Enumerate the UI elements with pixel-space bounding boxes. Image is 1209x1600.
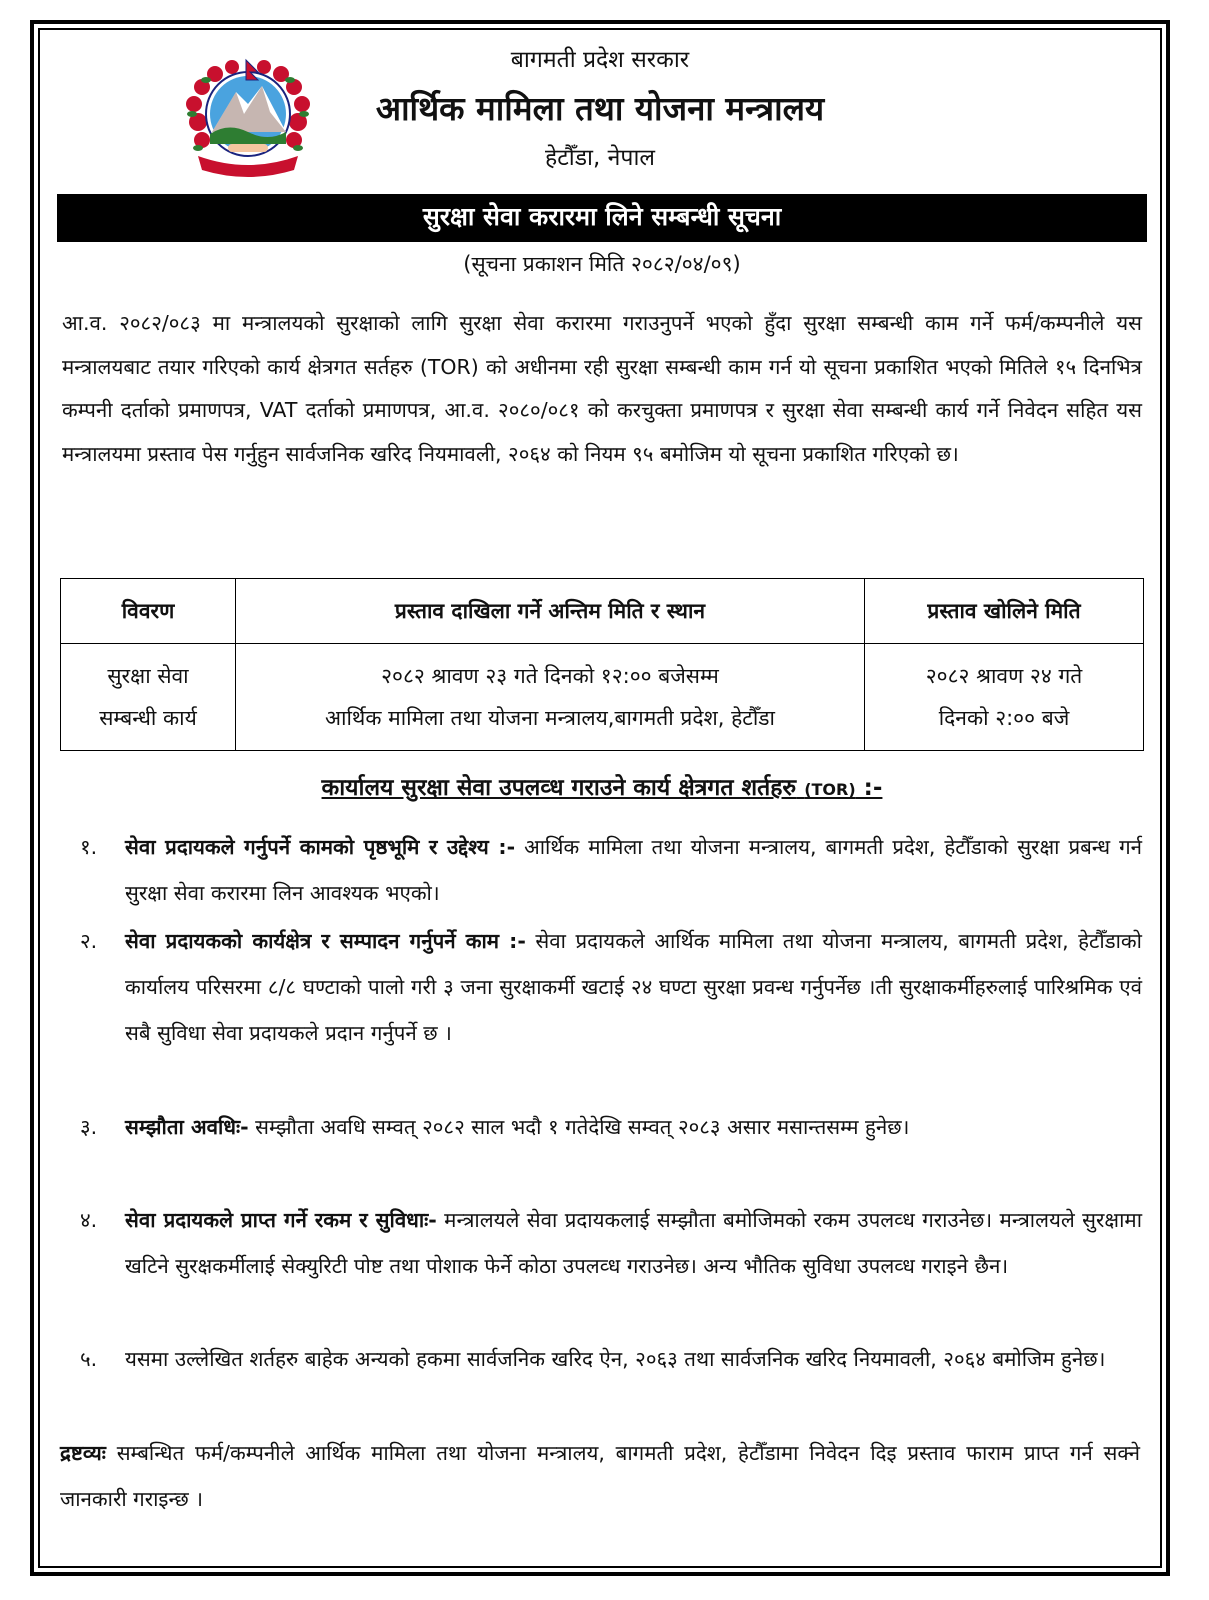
cell-deadline-line1: २०८२ श्रावण २३ गते दिनको १२:०० बजेसम्म — [381, 664, 719, 688]
cell-deadline-line2: आर्थिक मामिला तथा योजना मन्त्रालय,बागमती प्रदेश, हेटौँडा — [325, 706, 775, 730]
cell-description-line1: सुरक्षा सेवा — [107, 664, 189, 688]
cell-description-line2: सम्बन्धी कार्य — [99, 706, 197, 730]
tor-item-text: मन्त्रालयले सेवा प्रदायकलाई सम्झौता बमोजिमको रकम उपलव्ध गराउनेछ। मन्त्रालयले सुरक्षामा खटिने सुरक्षकर्मीलाई सेक्युरिटी पोष्ट तथा पोशाक फेर्ने कोठा उपलव्ध गराउनेछ। अन्य भौतिक सुविधा उपलव्ध गराइने छैन। — [125, 1208, 1142, 1278]
tor-item-number: ३. — [80, 1115, 98, 1139]
note-paragraph — [60, 1430, 1140, 1522]
tor-heading-abbr: (TOR) — [804, 780, 856, 799]
tor-item-number: ४. — [80, 1208, 98, 1232]
tor-item-2 — [80, 918, 1142, 1056]
note-text: सम्बन्धित फर्म/कम्पनीले आर्थिक मामिला तथा योजना मन्त्रालय, बागमती प्रदेश, हेटौँडामा निवेदन दिइ प्रस्ताव फाराम प्राप्त गर्न सक्ने जानकारी गराइन्छ । — [60, 1441, 1140, 1511]
tor-item-4 — [80, 1197, 1142, 1289]
tor-item-text: आर्थिक मामिला तथा योजना मन्त्रालय, बागमती प्रदेश, हेटौँडाको सुरक्षा प्रबन्ध गर्न सुरक्षा सेवा करारमा लिन आवश्यक भएको। — [125, 835, 1143, 905]
cell-opening-line2: दिनको २:०० बजे — [938, 706, 1070, 730]
nepal-government-emblem-icon — [178, 52, 318, 182]
tor-item-5 — [80, 1336, 1142, 1382]
tor-item-title: सेवा प्रदायकले प्राप्त गर्ने रकम र सुविधाः- — [125, 1208, 437, 1232]
col-opening-header: प्रस्ताव खोलिने मिति — [865, 579, 1144, 644]
note-label: द्रष्टव्यः — [60, 1441, 106, 1465]
table-row — [61, 644, 1144, 751]
tor-item-title: सेवा प्रदायकको कार्यक्षेत्र र सम्पादन गर्नुपर्ने काम :- — [125, 929, 526, 953]
tor-item-1 — [80, 824, 1142, 916]
cell-opening-line1: २०८२ श्रावण २४ गते — [925, 664, 1083, 688]
tor-item-number: १. — [80, 835, 98, 859]
col-description-header: विवरण — [61, 579, 236, 644]
ministry-name: आर्थिक मामिला तथा योजना मन्त्रालय — [375, 89, 825, 128]
cell-description — [61, 644, 236, 751]
publish-date: (सूचना प्रकाशन मिति २०८२/०४/०९) — [463, 252, 741, 276]
cell-deadline — [236, 644, 865, 751]
tor-item-text: यसमा उल्लेखित शर्तहरु बाहेक अन्यको हकमा सार्वजनिक खरिद ऐन, २०६३ तथा सार्वजनिक खरिद नियमावली, २०६४ बमोजिम हुनेछ। — [125, 1347, 1106, 1371]
intro-paragraph: आ.व. २०८२/०८३ मा मन्त्रालयको सुरक्षाको लागि सुरक्षा सेवा करारमा गराउनुपर्ने भएको हुँदा सुरक्षा सम्बन्धी काम गर्ने फर्म/कम्पनीले यस मन्त्रालयबाट तयार गरिएको कार्य क्षेत्रगत सर्तहरु (TOR) को अधीनमा रही सुरक्षा सम्बन्धी काम गर्न यो सूचना प्रकाशित भएको मितिले १५ दिनभित्र कम्पनी दर्ताको प्रमाणपत्र, VAT दर्ताको प्रमाणपत्र, आ.व. २०८०/०८१ को करचुक्ता प्रमाणपत्र र सुरक्षा सेवा सम्बन्धी कार्य गर्ने निवेदन सहित यस मन्त्रालयमा प्रस्ताव पेस गर्नुहुन सार्वजनिक खरिद नियमावली, २०६४ को नियम ९५ बमोजिम यो सूचना प्रकाशित गरिएको छ। — [62, 311, 1142, 466]
tor-heading-suffix: :- — [855, 775, 883, 801]
province-government-label: बागमती प्रदेश सरकार — [510, 47, 690, 73]
tor-heading-text: कार्यालय सुरक्षा सेवा उपलव्ध गराउने कार्य क्षेत्रगत शर्तहरु — [321, 775, 797, 801]
tor-item-text: सम्झौता अवधि सम्वत् २०८२ साल भदौ १ गतेदेखि सम्वत् २०८३ असार मसान्तसम्म हुनेछ। — [248, 1115, 910, 1139]
tor-item-number: २. — [80, 929, 98, 953]
cell-opening — [865, 644, 1144, 751]
tor-item-text: सेवा प्रदायकले आर्थिक मामिला तथा योजना मन्त्रालय, बागमती प्रदेश, हेटौँडाको कार्यालय परिसरमा ८/८ घण्टाको पालो गरी ३ जना सुरक्षाकर्मी खटाई २४ घण्टा सुरक्षा प्रवन्ध गर्नुपर्नेछ ।ती सुरक्षाकर्मीहरुलाई पारिश्रमिक एवं सबै सुविधा सेवा प्रदायकले प्रदान गर्नुपर्ने छ । — [125, 929, 1142, 1045]
tor-item-3 — [80, 1104, 1142, 1150]
col-deadline-header: प्रस्ताव दाखिला गर्ने अन्तिम मिति र स्थान — [236, 579, 865, 644]
table-header-row — [61, 579, 1144, 644]
office-location: हेटौँडा, नेपाल — [544, 145, 656, 171]
tor-item-title: सेवा प्रदायकले गर्नुपर्ने कामको पृष्ठभूमि र उद्देश्य :- — [125, 835, 516, 859]
tor-heading — [57, 770, 1147, 802]
notice-title: सुरक्षा सेवा करारमा लिने सम्बन्धी सूचना — [57, 194, 1147, 242]
schedule-table — [60, 578, 1144, 751]
tor-item-title: सम्झौता अवधिः- — [125, 1115, 249, 1139]
tor-item-number: ५. — [80, 1347, 98, 1371]
